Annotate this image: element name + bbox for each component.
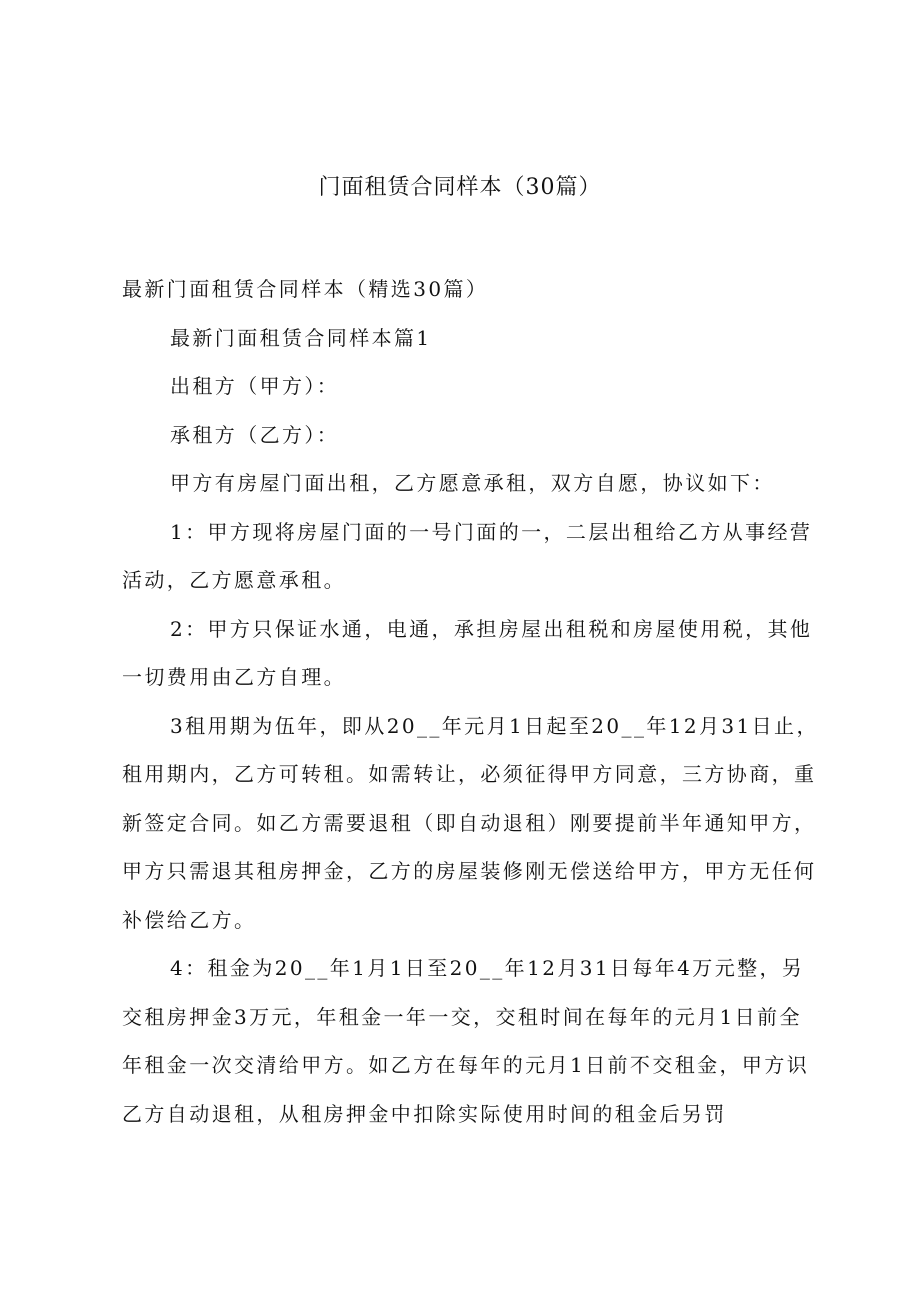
paragraph-clause-3: 3租用期为伍年，即从20__年元月1日起至20__年12月31日止，租用期内，乙方可转租。如需转让，必须征得甲方同意，三方协商，重新签定合同。如乙方需要退租（即自动退租）刚要提前半年通知甲方，甲方只需退其租房押金，乙方的房屋装修刚无偿送给甲方，甲方无任何补偿给乙方。 (122, 713, 819, 932)
paragraph-clause-4: 4：租金为20__年1月1日至20__年12月31日每年4万元整，另交租房押金3万元，年租金一年一交，交租时间在每年的元月1日前全年租金一次交清给甲方。如乙方在每年的元月1日前不交租金，甲方识乙方自动退租，从租房押金中扣除实际使用时间的租金后另罚 (122, 956, 810, 1126)
lessor-label: 出租方（甲方）： (170, 374, 340, 398)
document-body (122, 265, 822, 1138)
document-title: 门面租赁合同样本（30篇） (318, 175, 602, 200)
paragraph-clause-1: 1：甲方现将房屋门面的一号门面的一，二层出租给乙方从事经营活动，乙方愿意承租。 (122, 519, 813, 592)
document-subtitle: 最新门面租赁合同样本（精选30篇） (122, 277, 489, 301)
paragraph-intro: 甲方有房屋门面出租，乙方愿意承租，双方自愿，协议如下： (170, 471, 775, 495)
lessee-label: 承租方（乙方）： (170, 422, 340, 447)
section-heading: 最新门面租赁合同样本篇1 (170, 325, 432, 350)
paragraph-clause-2: 2：甲方只保证水通，电通，承担房屋出租税和房屋使用税，其他一切费用由乙方自理。 (122, 616, 813, 689)
